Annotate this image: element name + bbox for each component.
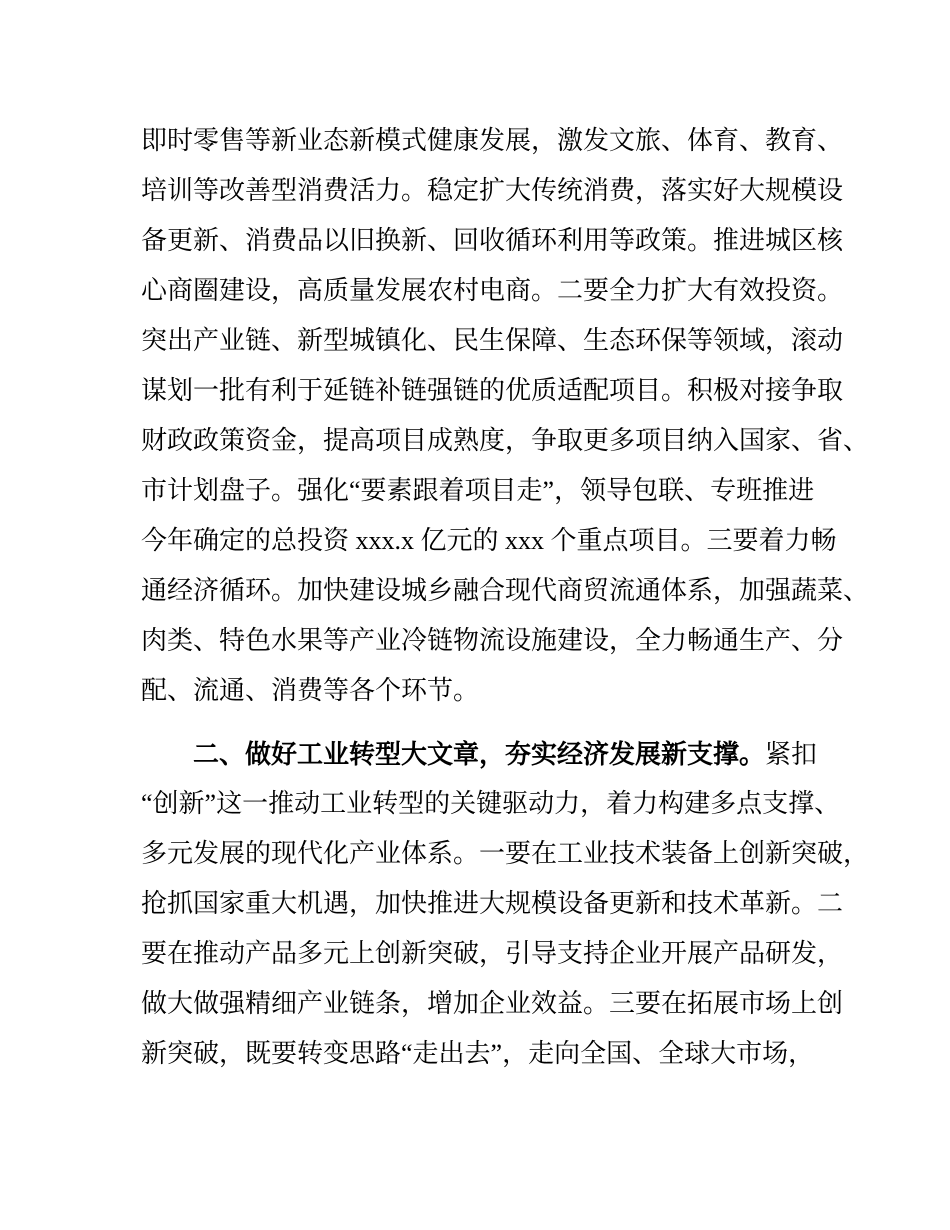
document-line: 财政政策资金，提高项目成熟度，争取更多项目纳入国家、省、 [141, 426, 870, 455]
document-line: 新突破，既要转变思路“走出去”，走向全国、全球大市场， [141, 1039, 815, 1068]
document-line: 培训等改善型消费活力。稳定扩大传统消费，落实好大规模设 [141, 176, 844, 205]
section-heading-tail: 紧扣 [765, 740, 818, 769]
document-line: 心商圈建设，高质量发展农村电商。二要全力扩大有效投资。 [141, 276, 844, 305]
document-line: 抢抓国家重大机遇，加快推进大规模设备更新和技术革新。二 [141, 889, 844, 918]
document-line: 备更新、消费品以旧换新、回收循环利用等政策。推进城区核 [141, 226, 844, 255]
document-line: “创新”这一推动工业转型的关键驱动力，着力构建多点支撑、 [141, 789, 841, 818]
document-line: 要在推动产品多元上创新突破，引导支持企业开展产品研发， [141, 939, 844, 968]
document-line: 做大做强精细产业链条，增加企业效益。三要在拓展市场上创 [141, 989, 844, 1018]
body-paragraph-continued [141, 116, 870, 716]
document-line: 通经济循环。加快建设城乡融合现代商贸流通体系，加强蔬菜、 [141, 576, 870, 605]
document-line: 多元发展的现代化产业体系。一要在工业技术装备上创新突破， [141, 839, 870, 868]
document-line: 配、流通、消费等各个环节。 [141, 676, 480, 705]
document-line: 市计划盘子。强化“要素跟着项目走”，领导包联、专班推进 [141, 476, 815, 505]
document-line: 突出产业链、新型城镇化、民生保障、生态环保等领域，滚动 [141, 326, 844, 355]
section-heading-line [141, 729, 818, 779]
document-line: 肉类、特色水果等产业冷链物流设施建设，全力畅通生产、分 [141, 626, 844, 655]
document-line: 谋划一批有利于延链补链强链的优质适配项目。积极对接争取 [141, 376, 844, 405]
section-heading-bold: 二、做好工业转型大文章，夯实经济发展新支撑。 [193, 739, 766, 769]
document-line: 今年确定的总投资 xxx.x 亿元的 xxx 个重点项目。三要着力畅 [141, 526, 837, 555]
section-two-paragraph [141, 729, 870, 1079]
document-line: 即时零售等新业态新模式健康发展，激发文旅、体育、教育、 [141, 126, 844, 155]
